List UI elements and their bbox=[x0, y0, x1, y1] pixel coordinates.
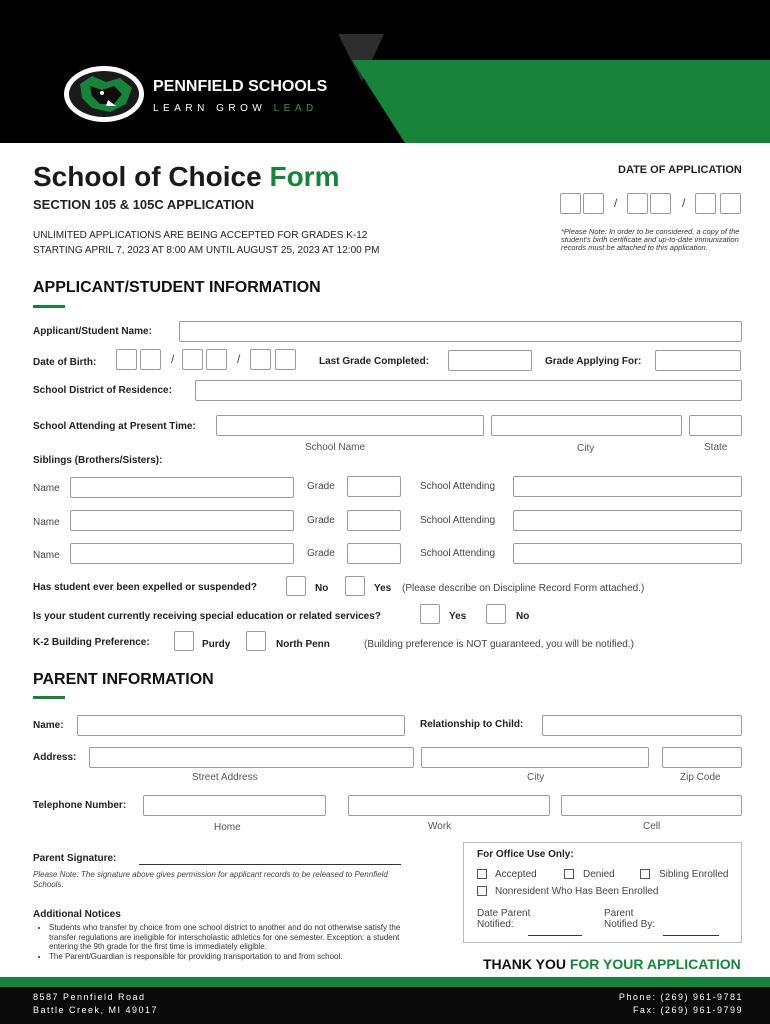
special-ed-no-checkbox[interactable] bbox=[486, 604, 506, 624]
section-underline bbox=[33, 696, 65, 699]
school-name: PENNFIELD SCHOOLS bbox=[153, 78, 328, 95]
app-date-year-2[interactable] bbox=[720, 193, 741, 214]
sibling-school-label: School Attending bbox=[420, 515, 496, 526]
relationship-field[interactable] bbox=[542, 715, 742, 736]
last-grade-label: Last Grade Completed: bbox=[319, 356, 430, 367]
sibling-2-school-field[interactable] bbox=[513, 510, 742, 531]
sibling-name-label: Name bbox=[33, 517, 60, 528]
accepted-checkbox[interactable] bbox=[477, 869, 487, 879]
title-accent: Form bbox=[269, 161, 340, 192]
district-field[interactable] bbox=[195, 380, 742, 401]
denied-checkbox[interactable] bbox=[564, 869, 574, 879]
applicant-section-heading: APPLICANT/STUDENT INFORMATION bbox=[33, 279, 321, 296]
attending-school-field[interactable] bbox=[216, 415, 484, 436]
sibling-enrolled-checkbox[interactable] bbox=[640, 869, 650, 879]
date-notified-line[interactable] bbox=[528, 935, 582, 936]
nonresident-label: Nonresident Who Has Been Enrolled bbox=[495, 886, 659, 897]
work-phone-field[interactable] bbox=[348, 795, 550, 816]
dob-year-2[interactable] bbox=[275, 349, 296, 370]
notice-item: • Students who transfer by choice from one school district to another and do not otherwise satisfy the transfer regulations are ineligible for interscholastic athletics for one semester. Exception: a student entering the 9th grade for the first time is immediately eligible. bbox=[49, 923, 419, 952]
district-label: School District of Residence: bbox=[33, 385, 172, 396]
parent-name-label: Name: bbox=[33, 720, 64, 731]
cell-caption: Cell bbox=[643, 821, 661, 832]
sibling-3-name-field[interactable] bbox=[70, 543, 294, 564]
section-label: SECTION 105 & 105C APPLICATION bbox=[33, 197, 255, 212]
sibling-3-school-field[interactable] bbox=[513, 543, 742, 564]
footer-phone: Phone: (269) 961-9781 bbox=[618, 992, 743, 1002]
address-city-caption: City bbox=[527, 772, 545, 783]
app-date-year-1[interactable] bbox=[695, 193, 716, 214]
notified-by-line[interactable] bbox=[663, 935, 719, 936]
sibling-1-grade-field[interactable] bbox=[347, 476, 401, 497]
page-title bbox=[33, 161, 339, 193]
dob-day-2[interactable] bbox=[206, 349, 227, 370]
purdy-label: Purdy bbox=[202, 639, 231, 650]
tagline-green: LEAD bbox=[273, 103, 318, 114]
purdy-checkbox[interactable] bbox=[174, 631, 194, 651]
thank-you-dark: THANK YOU bbox=[483, 956, 566, 972]
relationship-label: Relationship to Child: bbox=[420, 719, 524, 730]
street-caption: Street Address bbox=[192, 772, 258, 783]
applicant-name-field[interactable] bbox=[179, 321, 742, 342]
attending-city-field[interactable] bbox=[491, 415, 682, 436]
date-slash: / bbox=[614, 196, 618, 210]
notices-heading: Additional Notices bbox=[33, 909, 121, 920]
expelled-yes-label: Yes bbox=[374, 583, 392, 594]
sibling-1-name-field[interactable] bbox=[70, 477, 294, 498]
section-underline bbox=[33, 305, 65, 308]
birth-certificate-note: *Please Note: In order to be considered, a copy of the student's birth certificate and up-to-date immunization records must be attached to this application. bbox=[561, 227, 740, 252]
sibling-2-name-field[interactable] bbox=[70, 510, 294, 531]
special-ed-yes-checkbox[interactable] bbox=[420, 604, 440, 624]
home-phone-field[interactable] bbox=[143, 795, 326, 816]
dob-day-1[interactable] bbox=[182, 349, 203, 370]
dob-slash: / bbox=[171, 352, 175, 366]
sibling-grade-label: Grade bbox=[307, 481, 335, 492]
signature-note: Please Note: The signature above gives permission for applicant records to be released to Pennfield Schools. bbox=[33, 870, 388, 889]
siblings-label: Siblings (Brothers/Sisters): bbox=[33, 455, 163, 466]
notice-item: • The Parent/Guardian is responsible for providing transportation to and from school. bbox=[49, 952, 419, 962]
notices-list bbox=[49, 923, 419, 961]
sibling-3-grade-field[interactable] bbox=[347, 543, 401, 564]
expelled-no-checkbox[interactable] bbox=[286, 576, 306, 596]
expelled-note: (Please describe on Discipline Record Form attached.) bbox=[402, 583, 645, 594]
sibling-1-school-field[interactable] bbox=[513, 476, 742, 497]
sibling-school-label: School Attending bbox=[420, 548, 496, 559]
intro-line-1: UNLIMITED APPLICATIONS ARE BEING ACCEPTED FOR GRADES K-12 bbox=[33, 230, 368, 241]
signature-line[interactable] bbox=[139, 864, 401, 865]
work-caption: Work bbox=[428, 821, 452, 832]
thank-you bbox=[483, 956, 741, 972]
sibling-school-label: School Attending bbox=[420, 481, 496, 492]
sibling-grade-label: Grade bbox=[307, 548, 335, 559]
last-grade-field[interactable] bbox=[448, 350, 532, 371]
k2-note: (Building preference is NOT guaranteed, you will be notified.) bbox=[364, 639, 634, 650]
app-date-day-1[interactable] bbox=[627, 193, 648, 214]
title-main: School of Choice bbox=[33, 161, 262, 192]
date-notified-label: Date Parent Notified: bbox=[477, 908, 531, 930]
footer-fax: Fax: (269) 961-9799 bbox=[632, 1005, 743, 1015]
expelled-yes-checkbox[interactable] bbox=[345, 576, 365, 596]
attending-label: School Attending at Present Time: bbox=[33, 421, 196, 432]
north-penn-label: North Penn bbox=[276, 639, 330, 650]
sibling-enrolled-label: Sibling Enrolled bbox=[659, 869, 729, 880]
parent-section-heading: PARENT INFORMATION bbox=[33, 671, 214, 688]
app-date-month-2[interactable] bbox=[583, 193, 604, 214]
footer-address-2: Battle Creek, MI 49017 bbox=[33, 1005, 159, 1015]
grade-applying-label: Grade Applying For: bbox=[545, 356, 642, 367]
grade-applying-field[interactable] bbox=[655, 350, 741, 371]
dob-year-1[interactable] bbox=[250, 349, 271, 370]
footer-green-stripe bbox=[0, 977, 770, 987]
applicant-name-label: Applicant/Student Name: bbox=[33, 326, 152, 337]
address-city-field[interactable] bbox=[421, 747, 649, 768]
nonresident-checkbox[interactable] bbox=[477, 886, 487, 896]
north-penn-checkbox[interactable] bbox=[246, 631, 266, 651]
k2-label: K-2 Building Preference: bbox=[33, 637, 150, 648]
panther-logo-icon bbox=[62, 62, 146, 124]
telephone-label: Telephone Number: bbox=[33, 800, 127, 811]
dob-label: Date of Birth: bbox=[33, 357, 97, 368]
zip-caption: Zip Code bbox=[680, 772, 721, 783]
home-caption: Home bbox=[214, 822, 241, 833]
sibling-2-grade-field[interactable] bbox=[347, 510, 401, 531]
cell-phone-field[interactable] bbox=[561, 795, 742, 816]
date-slash: / bbox=[682, 196, 686, 210]
dob-slash: / bbox=[237, 352, 241, 366]
intro-line-2: STARTING APRIL 7, 2023 AT 8:00 AM UNTIL AUGUST 25, 2023 AT 12:00 PM bbox=[33, 245, 380, 256]
special-ed-yes-label: Yes bbox=[449, 611, 467, 622]
signature-label: Parent Signature: bbox=[33, 853, 117, 864]
zip-field[interactable] bbox=[662, 747, 742, 768]
expelled-no-label: No bbox=[315, 583, 329, 594]
dob-month-2[interactable] bbox=[140, 349, 161, 370]
date-of-application-label: DATE OF APPLICATION bbox=[618, 164, 742, 176]
city-caption: City bbox=[577, 443, 595, 454]
special-ed-label: Is your student currently receiving special education or related services? bbox=[33, 611, 381, 622]
sibling-grade-label: Grade bbox=[307, 515, 335, 526]
office-use-heading: For Office Use Only: bbox=[477, 849, 574, 860]
special-ed-no-label: No bbox=[516, 611, 530, 622]
notified-by-label: Parent Notified By: bbox=[604, 908, 656, 930]
dob-month-1[interactable] bbox=[116, 349, 137, 370]
expelled-label: Has student ever been expelled or suspended? bbox=[33, 582, 257, 593]
parent-name-field[interactable] bbox=[77, 715, 405, 736]
state-caption: State bbox=[704, 442, 728, 453]
app-date-month-1[interactable] bbox=[560, 193, 581, 214]
accepted-label: Accepted bbox=[495, 869, 537, 880]
app-date-day-2[interactable] bbox=[650, 193, 671, 214]
tagline-white: LEARN GROW bbox=[153, 103, 267, 114]
tagline bbox=[153, 103, 318, 114]
attending-state-field[interactable] bbox=[689, 415, 742, 436]
school-name-caption: School Name bbox=[305, 442, 366, 453]
sibling-name-label: Name bbox=[33, 550, 60, 561]
footer-address-1: 8587 Pennfield Road bbox=[33, 992, 146, 1002]
address-label: Address: bbox=[33, 752, 77, 763]
street-field[interactable] bbox=[89, 747, 414, 768]
sibling-name-label: Name bbox=[33, 483, 60, 494]
thank-you-green: FOR YOUR APPLICATION bbox=[569, 956, 741, 972]
denied-label: Denied bbox=[583, 869, 615, 880]
